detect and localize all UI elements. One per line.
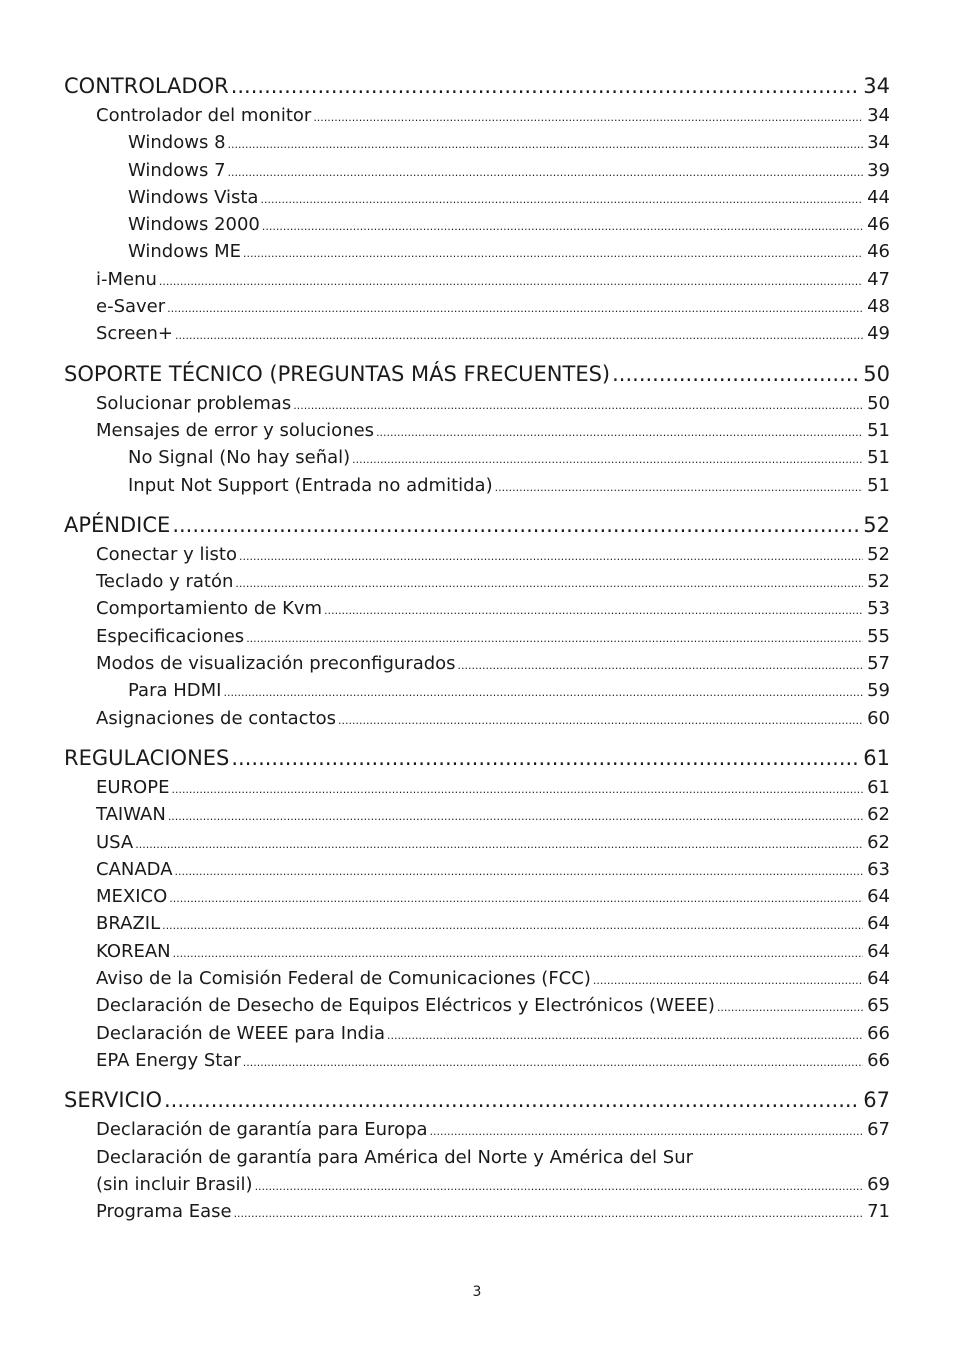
toc-page-number: 55	[867, 625, 890, 647]
toc-page-number: 50	[863, 361, 890, 386]
dot-leader	[231, 742, 859, 774]
toc-entry[interactable]	[64, 238, 890, 265]
dot-leader	[387, 1022, 863, 1049]
toc-entry-label: Windows 8	[128, 132, 226, 154]
toc-page-number: 34	[863, 74, 890, 98]
toc-page-number: 62	[867, 831, 890, 853]
dot-leader	[169, 885, 863, 912]
toc-entry-label: Solucionar problemas	[96, 392, 292, 414]
toc-entry[interactable]	[64, 938, 890, 965]
toc-entry-label: e-Saver	[96, 296, 166, 318]
toc-page-number: 53	[867, 598, 890, 620]
toc-page-number: 51	[867, 419, 890, 441]
toc-entry-label: Windows ME	[128, 241, 241, 263]
dot-leader	[234, 1200, 864, 1227]
dot-leader	[593, 967, 863, 994]
toc-entry-label: No Signal (No hay señal)	[128, 447, 351, 469]
toc-entry[interactable]	[64, 1171, 890, 1198]
toc-section-heading[interactable]	[64, 509, 890, 541]
dot-leader	[168, 803, 863, 830]
toc-section-title: SOPORTE TÉCNICO (PREGUNTAS MÁS FRECUENTES)	[64, 361, 611, 386]
toc-entry[interactable]	[64, 677, 890, 704]
dot-leader	[235, 570, 863, 597]
toc-entry[interactable]	[64, 992, 890, 1019]
toc-entry-label: MEXICO	[96, 886, 168, 908]
dot-leader	[376, 419, 863, 446]
dot-leader	[171, 776, 863, 803]
dot-leader	[612, 358, 859, 390]
toc-page-number: 67	[867, 1119, 890, 1141]
toc-section-title: REGULACIONES	[64, 745, 230, 770]
toc-entry[interactable]	[64, 829, 890, 856]
toc-entry-label: KOREAN	[96, 940, 171, 962]
toc-section-title: SERVICIO	[64, 1088, 162, 1113]
toc-page-number: 61	[867, 776, 890, 798]
toc-section-heading[interactable]	[64, 1084, 890, 1116]
dot-leader	[262, 213, 863, 240]
toc-page-number: 64	[867, 968, 890, 990]
toc-entry[interactable]	[64, 211, 890, 238]
toc-page-number: 52	[863, 512, 890, 537]
toc-page-number: 71	[867, 1201, 890, 1223]
toc-entry[interactable]	[64, 129, 890, 156]
toc-entry[interactable]	[64, 1116, 890, 1143]
toc-section-heading[interactable]	[64, 358, 890, 390]
toc-entry-label: BRAZIL	[96, 913, 161, 935]
toc-section-title: CONTROLADOR	[64, 74, 229, 98]
dot-leader	[458, 652, 864, 679]
dot-leader	[159, 268, 863, 295]
toc-entry-continued[interactable]	[64, 1144, 890, 1171]
toc-entry[interactable]	[64, 184, 890, 211]
toc-entry[interactable]	[64, 965, 890, 992]
toc-entry-label: Input Not Support (Entrada no admitida)	[128, 474, 493, 496]
toc-page-number: 51	[867, 447, 890, 469]
toc-page-number: 46	[867, 214, 890, 236]
toc-page-number: 51	[867, 474, 890, 496]
toc-entry-label: Windows Vista	[128, 186, 259, 208]
toc-entry[interactable]	[64, 1020, 890, 1047]
dot-leader	[352, 446, 863, 473]
toc-page-number: 52	[867, 543, 890, 565]
dot-leader	[255, 1173, 864, 1200]
toc-page-number: 59	[867, 680, 890, 702]
dot-leader	[239, 543, 863, 570]
toc-page-number: 66	[867, 1022, 890, 1044]
toc-page-number: 66	[867, 1049, 890, 1071]
toc-entry-label: Para HDMI	[128, 680, 222, 702]
toc-page-number: 63	[867, 858, 890, 880]
toc-entry[interactable]	[64, 320, 890, 347]
dot-leader	[228, 131, 864, 158]
dot-leader	[175, 322, 863, 349]
toc-entry-label: Conectar y listo	[96, 543, 237, 565]
toc-page-number: 44	[867, 186, 890, 208]
toc-page-number: 49	[867, 323, 890, 345]
toc-entry[interactable]	[64, 266, 890, 293]
dot-leader	[172, 509, 859, 541]
toc-entry[interactable]	[64, 623, 890, 650]
toc-entry[interactable]	[64, 102, 890, 129]
toc-entry-label: USA	[96, 831, 134, 853]
toc-page-number: 47	[867, 268, 890, 290]
dot-leader	[430, 1118, 864, 1145]
toc-entry[interactable]	[64, 705, 890, 732]
toc-entry[interactable]	[64, 541, 890, 568]
toc-entry-label: Modos de visualización preconfigurados	[96, 653, 456, 675]
toc-entry[interactable]	[64, 595, 890, 622]
toc-entry-label: Especificaciones	[96, 625, 245, 647]
toc-page-number: 65	[867, 995, 890, 1017]
dot-leader	[324, 597, 863, 624]
toc-page-number: 69	[867, 1173, 890, 1195]
dot-leader	[175, 858, 864, 885]
dot-leader	[231, 70, 860, 102]
toc-page-number: 48	[867, 296, 890, 318]
dot-leader	[162, 912, 863, 939]
dot-leader	[135, 831, 863, 858]
toc-entry-label: Asignaciones de contactos	[96, 707, 337, 729]
toc-entry[interactable]	[64, 390, 890, 417]
toc-entry[interactable]	[64, 1047, 890, 1074]
toc-entry-label: Aviso de la Comisión Federal de Comunicaciones (FCC)	[96, 968, 591, 990]
toc-entry-label: CANADA	[96, 858, 173, 880]
toc-section-title: APÉNDICE	[64, 512, 171, 537]
toc-entry-label: Mensajes de error y soluciones	[96, 419, 375, 441]
toc-page-number: 64	[867, 940, 890, 962]
toc-entry-label: (sin incluir Brasil)	[96, 1173, 253, 1195]
toc-entry-label: Screen+	[96, 323, 173, 345]
dot-leader	[167, 295, 863, 322]
dot-leader	[243, 240, 863, 267]
toc-page-number: 60	[867, 707, 890, 729]
dot-leader	[243, 1049, 863, 1076]
dot-leader	[260, 186, 863, 213]
toc-page-number: 62	[867, 804, 890, 826]
toc-entry-label: Teclado y ratón	[96, 571, 234, 593]
toc-entry-label: EPA Energy Star	[96, 1049, 241, 1071]
dot-leader	[338, 707, 863, 734]
toc-entry-label: Programa Ease	[96, 1201, 232, 1223]
dot-leader	[293, 392, 863, 419]
toc-entry[interactable]	[64, 774, 890, 801]
toc-section-heading[interactable]	[64, 70, 890, 102]
toc-entry-label: Controlador del monitor	[96, 105, 312, 126]
dot-leader	[717, 994, 863, 1021]
toc-entry[interactable]	[64, 650, 890, 677]
toc-entry[interactable]	[64, 157, 890, 184]
toc-entry[interactable]	[64, 1198, 890, 1225]
toc-entry[interactable]	[64, 856, 890, 883]
dot-leader	[228, 159, 864, 186]
dot-leader	[313, 104, 863, 131]
page-number: 3	[472, 1284, 482, 1300]
toc-entry[interactable]	[64, 801, 890, 828]
toc-page-number: 64	[867, 913, 890, 935]
toc-entry[interactable]	[64, 472, 890, 499]
toc-page-number: 34	[867, 105, 890, 126]
table-of-contents	[64, 70, 890, 1225]
toc-entry[interactable]	[64, 444, 890, 471]
toc-entry[interactable]	[64, 910, 890, 937]
toc-page-number: 50	[867, 392, 890, 414]
toc-entry-label: i-Menu	[96, 268, 157, 290]
toc-entry-label: TAIWAN	[96, 804, 166, 826]
toc-page-number: 67	[863, 1088, 890, 1113]
toc-page-number: 46	[867, 241, 890, 263]
toc-entry-label: Windows 7	[128, 159, 226, 181]
toc-entry[interactable]	[64, 883, 890, 910]
toc-page-number: 34	[867, 132, 890, 154]
toc-entry[interactable]	[64, 293, 890, 320]
toc-page-number: 52	[867, 571, 890, 593]
toc-page-number: 61	[863, 745, 890, 770]
dot-leader	[246, 625, 863, 652]
dot-leader	[164, 1084, 859, 1116]
toc-entry[interactable]	[64, 417, 890, 444]
dot-leader	[495, 474, 863, 501]
toc-entry-label: Declaración de Desecho de Equipos Eléctricos y Electrónicos (WEEE)	[96, 995, 715, 1017]
dot-leader	[173, 940, 863, 967]
toc-entry-label: Comportamiento de Kvm	[96, 598, 323, 620]
toc-entry-label: Declaración de garantía para Europa	[96, 1119, 428, 1141]
toc-page-number: 39	[867, 159, 890, 181]
toc-entry-label: EUROPE	[96, 776, 170, 798]
toc-section-heading[interactable]	[64, 742, 890, 774]
toc-entry[interactable]	[64, 568, 890, 595]
toc-entry-label: Declaración de garantía para América del Norte y América del Sur	[96, 1146, 693, 1168]
dot-leader	[223, 679, 863, 706]
toc-page-number: 64	[867, 886, 890, 908]
toc-entry-label: Declaración de WEEE para India	[96, 1022, 385, 1044]
toc-page-number: 57	[867, 653, 890, 675]
toc-entry-label: Windows 2000	[128, 214, 260, 236]
